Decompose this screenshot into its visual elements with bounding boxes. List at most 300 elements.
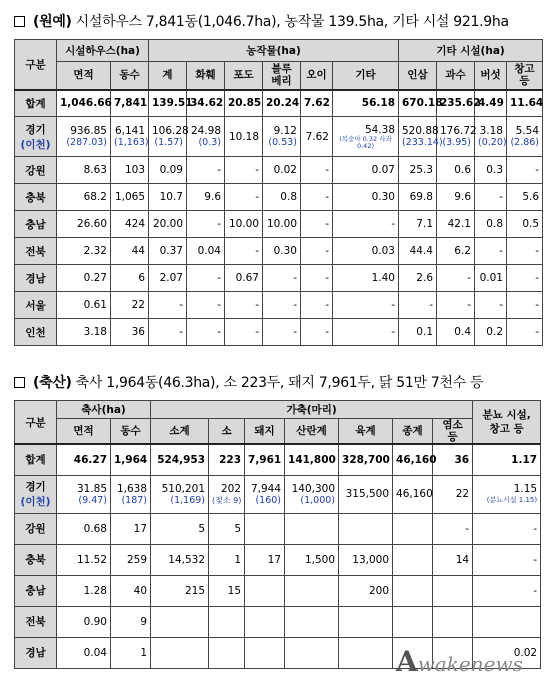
- table-cell: [393, 544, 433, 575]
- cell-value: 0.8: [280, 191, 297, 203]
- table-cell: [507, 184, 543, 211]
- cell-value: 36: [131, 326, 145, 338]
- cell-value: 9: [140, 615, 148, 628]
- cell-value: 0.61: [83, 299, 107, 311]
- table-cell: [149, 157, 187, 184]
- region-name: 충남: [25, 585, 46, 597]
- table-cell: [225, 117, 263, 157]
- table-cell: [399, 184, 437, 211]
- table-cell: [433, 575, 473, 606]
- cell-value: 5: [198, 522, 206, 535]
- cell-value: -: [217, 164, 221, 176]
- cell-value: -: [535, 299, 540, 311]
- cell-value: 0.37: [159, 245, 183, 257]
- table-cell: [187, 265, 225, 292]
- table-cell: [111, 265, 149, 292]
- cell-value: -: [391, 299, 395, 311]
- cell-value: 10.00: [266, 218, 297, 230]
- table-cell: [111, 637, 151, 668]
- row-label: [15, 157, 57, 184]
- column-header: 소계: [151, 419, 209, 445]
- cell-value: 0.30: [371, 191, 395, 203]
- table-cell: [507, 265, 543, 292]
- cell-sub-value: (1.57): [154, 137, 183, 148]
- cell-value: 25.3: [409, 164, 433, 176]
- table-row: [15, 117, 543, 157]
- row-label: [15, 292, 57, 319]
- cell-value: 0.30: [273, 245, 297, 257]
- cell-value: -: [391, 326, 395, 338]
- cell-value: 54.38: [364, 123, 395, 136]
- region-name: 충남: [25, 218, 46, 231]
- table-cell: [301, 184, 333, 211]
- cell-value: 11.64: [510, 97, 544, 110]
- cell-value: 22: [455, 488, 470, 500]
- column-header: 육계: [339, 419, 393, 445]
- cell-value: -: [217, 326, 221, 338]
- table-cell: [151, 606, 209, 637]
- table-cell: [149, 90, 193, 117]
- cell-value: 9.12: [273, 125, 297, 137]
- cell-value: 1,065: [114, 191, 145, 203]
- cell-value: 328,700: [342, 453, 390, 466]
- table-row: [15, 90, 543, 117]
- cell-value: 7.62: [305, 130, 329, 143]
- table-cell: [333, 184, 399, 211]
- cell-value: 46,160: [396, 453, 437, 466]
- table-cell: [339, 544, 393, 575]
- column-header: 오이: [301, 62, 333, 90]
- table-cell: [333, 90, 399, 117]
- cell-value: 139.51: [152, 97, 193, 110]
- row-label: [15, 238, 57, 265]
- cell-value: 5.6: [522, 191, 540, 203]
- table-cell: [301, 90, 333, 117]
- table-cell: [263, 211, 301, 238]
- cell-value: 7.62: [304, 97, 330, 110]
- table-cell: [437, 319, 475, 346]
- cell-value: 2.07: [159, 272, 183, 284]
- table-cell: [263, 319, 301, 346]
- cell-value: -: [467, 299, 471, 311]
- table-cell: [245, 444, 285, 475]
- cell-value: -: [499, 245, 503, 257]
- table-cell: [245, 606, 285, 637]
- table-cell: [209, 637, 245, 668]
- cell-value: 0.68: [83, 522, 107, 535]
- cell-value: -: [325, 218, 329, 230]
- table-cell: [209, 475, 245, 513]
- header-crops: 농작물(ha): [149, 40, 399, 62]
- table-cell: [437, 157, 475, 184]
- cell-value: 6.2: [454, 245, 471, 257]
- table-cell: [473, 444, 541, 475]
- table-cell: [111, 157, 149, 184]
- cell-value: 0.4: [454, 326, 471, 338]
- cell-value: 56.18: [361, 97, 395, 110]
- table-cell: [111, 575, 151, 606]
- table-cell: [333, 157, 399, 184]
- cell-value: 15: [227, 584, 242, 597]
- table-cell: [151, 513, 209, 544]
- table-cell: [225, 265, 263, 292]
- column-header: 면적: [57, 419, 111, 445]
- table-cell: [111, 319, 149, 346]
- table-cell: [225, 292, 263, 319]
- cell-value: -: [499, 299, 503, 311]
- table-cell: [111, 475, 151, 513]
- row-label: [15, 211, 57, 238]
- cell-value: 46.27: [73, 453, 107, 466]
- cell-value: -: [255, 326, 259, 338]
- cell-value: -: [325, 245, 329, 257]
- table-cell: [111, 292, 149, 319]
- table-cell: [245, 513, 285, 544]
- cell-value: 68.2: [83, 191, 107, 203]
- section-prefix: (축산): [33, 375, 72, 391]
- column-header: 돼지: [245, 419, 285, 445]
- header-category: 구분: [15, 401, 57, 445]
- table-cell: [333, 238, 399, 265]
- cell-value: -: [293, 272, 297, 284]
- table-cell: [301, 211, 333, 238]
- cell-value: 0.90: [83, 615, 107, 628]
- table-cell: [57, 319, 111, 346]
- cell-value: 8.63: [83, 164, 107, 176]
- cell-value: 176.72: [440, 125, 477, 137]
- table-cell: [57, 444, 111, 475]
- cell-value: -: [391, 218, 395, 230]
- table-cell: [263, 117, 301, 157]
- cell-value: 14: [455, 553, 470, 566]
- table-cell: [57, 90, 111, 117]
- cell-value: 17: [267, 553, 282, 566]
- region-name: 전북: [25, 245, 46, 258]
- table-cell: [301, 319, 333, 346]
- cell-value: 0.6: [454, 164, 471, 176]
- column-header: 산란계: [285, 419, 339, 445]
- table-cell: [437, 211, 475, 238]
- table-cell: [507, 238, 543, 265]
- cell-value: 1.17: [511, 453, 538, 466]
- table-cell: [245, 544, 285, 575]
- table-cell: [263, 238, 301, 265]
- cell-note: (복숭아 0.32 사과 0.42): [339, 134, 392, 150]
- table-cell: [225, 90, 263, 117]
- cell-value: 0.07: [371, 164, 395, 176]
- table-cell: [475, 90, 507, 117]
- cell-value: 20.85: [228, 97, 262, 110]
- cell-value: -: [217, 218, 221, 230]
- table-cell: [333, 211, 399, 238]
- table-cell: [507, 90, 543, 117]
- cell-sub-value: (분뇨시설 1.15): [486, 496, 538, 504]
- table-cell: [393, 606, 433, 637]
- cell-sub-value: (0.3): [198, 137, 221, 148]
- table-row: [15, 211, 543, 238]
- cell-value: 103: [124, 164, 145, 176]
- section-title-livestock: [14, 372, 483, 392]
- cell-sub-value: (0.20): [478, 137, 507, 148]
- row-label: [15, 475, 57, 513]
- cell-value: 6,141: [114, 125, 145, 137]
- table-cell: [475, 265, 507, 292]
- table-cell: [339, 575, 393, 606]
- cell-value: 10.00: [228, 218, 259, 230]
- cell-value: 13,000: [352, 553, 390, 566]
- cell-sub-value: (1,169): [170, 494, 206, 506]
- cell-value: -: [255, 191, 259, 203]
- cell-value: -: [255, 164, 259, 176]
- cell-value: 0.27: [83, 272, 107, 284]
- table-cell: [111, 544, 151, 575]
- table-row: [15, 265, 543, 292]
- cell-sub-value: (0.53): [268, 137, 297, 148]
- table-cell: [209, 444, 245, 475]
- table-cell: [301, 238, 333, 265]
- row-label: [15, 637, 57, 668]
- table-row: [15, 444, 541, 475]
- region-sub: (이천): [20, 496, 51, 508]
- column-header: 동수: [111, 62, 149, 90]
- table-cell: [473, 575, 541, 606]
- table-cell: [57, 157, 111, 184]
- cell-value: 0.01: [479, 272, 503, 284]
- table-cell: [209, 606, 245, 637]
- table-row: [15, 475, 541, 513]
- row-label: [15, 117, 57, 157]
- table-cell: [57, 606, 111, 637]
- table-cell: [507, 211, 543, 238]
- cell-value: 1,638: [116, 482, 148, 495]
- cell-value: -: [533, 522, 538, 535]
- livestock-table: [14, 400, 541, 669]
- table-cell: [225, 184, 263, 211]
- table-cell: [475, 184, 507, 211]
- cell-value: 17: [133, 522, 148, 535]
- cell-value: 0.67: [235, 272, 259, 284]
- table-cell: [57, 637, 111, 668]
- row-label: [15, 90, 57, 117]
- table-cell: [399, 292, 437, 319]
- table-cell: [187, 238, 225, 265]
- row-label: [15, 544, 57, 575]
- cell-value: -: [325, 272, 329, 284]
- table-cell: [57, 265, 111, 292]
- cell-value: -: [325, 299, 329, 311]
- cell-value: 1.15: [513, 483, 538, 495]
- table-cell: [433, 513, 473, 544]
- cell-value: 0.02: [513, 646, 538, 659]
- table-cell: [507, 319, 543, 346]
- table-cell: [285, 575, 339, 606]
- table-row: [15, 319, 543, 346]
- table-cell: [57, 292, 111, 319]
- column-header: 소: [209, 419, 245, 445]
- cell-value: 524,953: [157, 453, 206, 466]
- table-cell: [339, 606, 393, 637]
- table-cell: [149, 184, 187, 211]
- cell-value: 4.49: [478, 97, 504, 110]
- cell-value: -: [255, 299, 259, 311]
- cell-sub-value: (1,000): [300, 494, 336, 506]
- table-cell: [475, 117, 507, 157]
- table-cell: [225, 211, 263, 238]
- region-name: 합계: [25, 454, 46, 467]
- cell-value: 0.04: [197, 245, 221, 257]
- cell-value: 202: [220, 482, 242, 495]
- table-cell: [111, 184, 149, 211]
- column-header: 화훼: [187, 62, 225, 90]
- table-cell: [263, 265, 301, 292]
- table-cell: [245, 475, 285, 513]
- cell-value: 46,160: [396, 488, 433, 500]
- table-row: [15, 606, 541, 637]
- cell-value: -: [535, 326, 540, 338]
- cell-value: 11.52: [76, 553, 107, 566]
- cell-value: 44.4: [409, 245, 433, 257]
- table-cell: [57, 575, 111, 606]
- table-cell: [285, 513, 339, 544]
- cell-value: 6: [138, 272, 145, 284]
- table-cell: [437, 292, 475, 319]
- table-cell: [111, 606, 151, 637]
- cell-sub-value: (젖소 9): [212, 495, 242, 505]
- cell-value: 1,500: [304, 553, 336, 566]
- column-header: 기타: [333, 62, 399, 90]
- cell-value: 42.1: [447, 218, 471, 230]
- column-header: 포도: [225, 62, 263, 90]
- cell-value: 31.85: [76, 482, 107, 495]
- cell-sub-value: (160): [255, 494, 282, 506]
- table-cell: [263, 90, 301, 117]
- row-label: [15, 265, 57, 292]
- table-cell: [187, 319, 225, 346]
- header-barns: 축사(ha): [57, 401, 151, 419]
- cell-value: 5: [234, 522, 242, 535]
- table-cell: [333, 265, 399, 292]
- table-cell: [393, 475, 433, 513]
- cell-value: 1.28: [83, 584, 107, 597]
- cell-value: -: [467, 272, 471, 284]
- cell-value: -: [465, 522, 470, 535]
- cell-value: 1.40: [371, 272, 395, 284]
- table-row: [15, 575, 541, 606]
- cell-value: -: [499, 191, 503, 203]
- table-cell: [149, 319, 187, 346]
- table-cell: [393, 513, 433, 544]
- region-name: 경기: [25, 123, 46, 136]
- table-row: [15, 157, 543, 184]
- cell-value: 69.8: [409, 191, 433, 203]
- table-cell: [437, 90, 481, 117]
- region-name: 전북: [25, 616, 46, 628]
- cell-value: 0.09: [159, 164, 183, 176]
- table-cell: [475, 211, 507, 238]
- cell-value: 3.18: [83, 326, 107, 338]
- cell-value: 24.98: [190, 125, 221, 137]
- section-summary: 시설하우스 7,841동(1,046.7ha), 농작물 139.5ha, 기타 시설 921.9ha: [75, 14, 509, 30]
- region-name: 강원: [25, 523, 46, 535]
- table-cell: [209, 544, 245, 575]
- cell-value: 10.18: [228, 130, 259, 143]
- table-cell: [151, 544, 209, 575]
- table-cell: [437, 184, 475, 211]
- column-header: 블루 베리: [263, 62, 301, 90]
- cell-value: 259: [126, 553, 148, 566]
- cell-value: -: [429, 299, 433, 311]
- table-cell: [151, 444, 209, 475]
- cell-sub-value: (3.95): [442, 137, 471, 148]
- cell-value: 7,944: [250, 482, 282, 495]
- header-category: 구분: [15, 40, 57, 90]
- table-cell: [285, 637, 339, 668]
- region-name: 충북: [25, 191, 46, 204]
- table-cell: [393, 575, 433, 606]
- table-cell: [473, 544, 541, 575]
- table-cell: [433, 444, 473, 475]
- table-cell: [57, 475, 111, 513]
- table-cell: [399, 157, 437, 184]
- column-header: 종계: [393, 419, 433, 445]
- table-cell: [301, 265, 333, 292]
- column-header: 창고 등: [507, 62, 543, 90]
- cell-value: -: [535, 245, 540, 257]
- table-cell: [399, 238, 437, 265]
- column-header: 동수: [111, 419, 151, 445]
- table-cell: [285, 444, 339, 475]
- cell-value: 424: [124, 218, 145, 230]
- table-cell: [187, 90, 225, 117]
- table-row: [15, 292, 543, 319]
- table-cell: [111, 238, 149, 265]
- cell-value: -: [325, 191, 329, 203]
- cell-value: -: [325, 164, 329, 176]
- table-cell: [399, 319, 437, 346]
- table-cell: [475, 319, 507, 346]
- cell-value: -: [255, 245, 259, 257]
- cell-value: 520.88: [402, 125, 439, 137]
- table-cell: [339, 637, 393, 668]
- table-cell: [399, 211, 437, 238]
- cell-value: 7,961: [248, 453, 282, 466]
- table-cell: [225, 238, 263, 265]
- cell-value: 5.54: [515, 125, 540, 137]
- cell-value: 2.6: [416, 272, 433, 284]
- table-cell: [151, 637, 209, 668]
- checkbox-square-icon: [14, 16, 25, 27]
- cell-value: 40: [133, 584, 148, 597]
- row-label: [15, 444, 57, 475]
- cell-value: 20.00: [152, 218, 183, 230]
- cell-value: 2.32: [83, 245, 107, 257]
- column-header: 계: [149, 62, 187, 90]
- header-greenhouse: 시설하우스(ha): [57, 40, 149, 62]
- table-cell: [285, 475, 339, 513]
- table-cell: [149, 292, 187, 319]
- table-cell: [507, 117, 543, 157]
- cell-value: 670.18: [402, 97, 443, 110]
- watermark-letter: A: [396, 645, 418, 678]
- cell-value: -: [535, 164, 540, 176]
- cell-value: 44: [131, 245, 145, 257]
- cell-value: -: [179, 299, 183, 311]
- header-livestock: 가축(마리): [151, 401, 473, 419]
- column-header: 염소 등: [433, 419, 473, 445]
- table-cell: [433, 606, 473, 637]
- table-cell: [149, 238, 187, 265]
- table-cell: [433, 475, 473, 513]
